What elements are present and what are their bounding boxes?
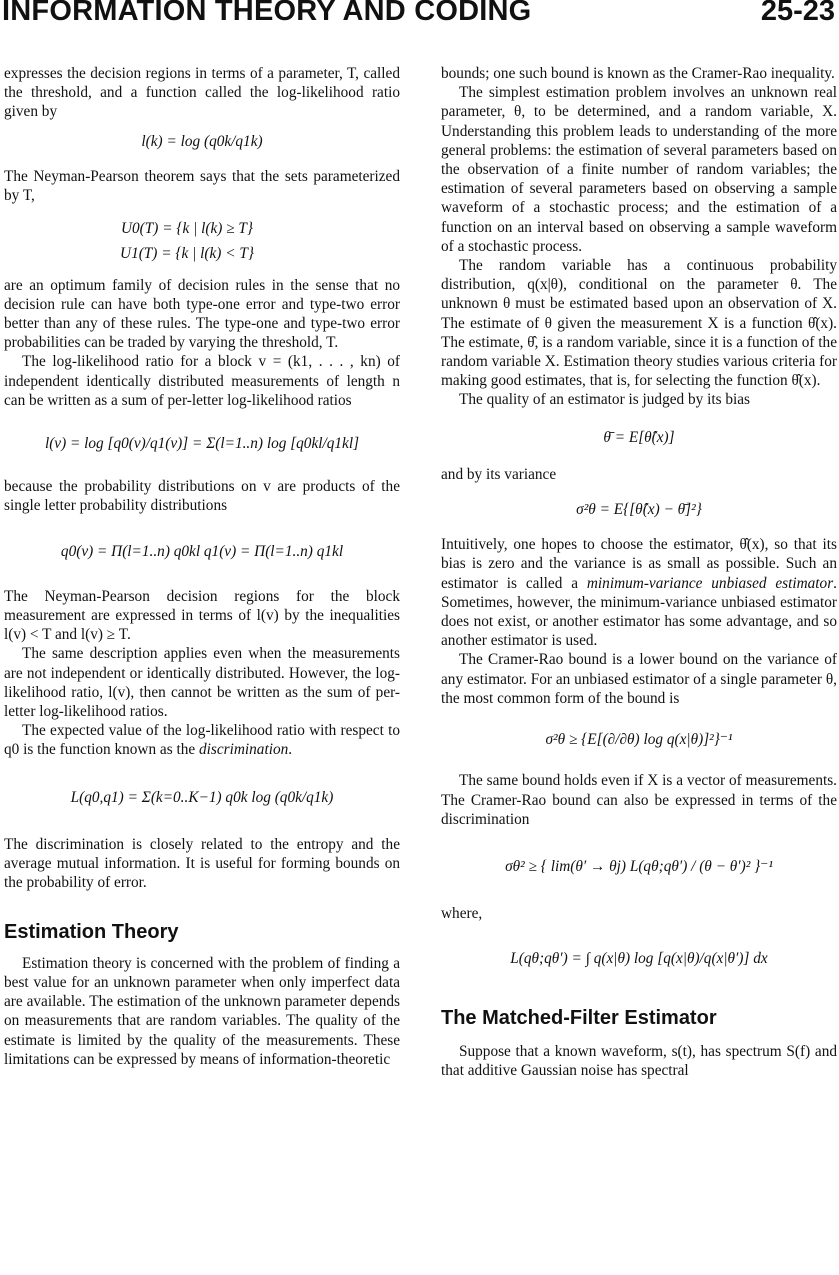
- equation-cramer-rao-discrimination: σθ² ≥ { lim(θ′ → θj) L(qθ;qθ′) / (θ − θ′)² }⁻¹: [505, 857, 773, 875]
- right-column: [441, 64, 837, 1080]
- paragraph: Suppose that a known waveform, s(t), has spectrum S(f) and that additive Gaussian noise has spectral: [441, 1042, 837, 1079]
- paragraph: and by its variance: [441, 465, 557, 483]
- paragraph: The log-likelihood ratio for a block v = (k1, . . . , kn) of independent identically distributed measurements of length n can be written as a sum of per-letter log-likelihood ratios: [4, 353, 400, 409]
- equation-discrimination-integral: L(qθ;qθ′) = ∫ q(x|θ) log [q(x|θ)/q(x|θ′)] dx: [510, 950, 768, 968]
- equation-block-log-likelihood: l(v) = log [q0(v)/q1(v)] = Σ(l=1..n) log [q0kl/q1kl]: [44, 435, 360, 453]
- minimum-variance-term: minimum-variance unbiased estimator: [586, 574, 834, 592]
- paragraph: The discrimination is closely related to the entropy and the average mutual information. It is useful for forming bounds on the probability of error.: [4, 835, 400, 892]
- paragraph: The Neyman-Pearson theorem says that the sets parameterized by T,: [4, 167, 400, 205]
- paragraph: Intuitively, one hopes to choose the estimator, θ̂(x), so that its bias is zero and the variance is as small as possible. Such an estimator is called a minimum-variance unbiased estimator. Sometimes, however, the minimum-variance unbiased estimator does not exist, or another estimator has some advantage, and so another estimator is used.: [441, 536, 837, 650]
- equation-discrimination: L(q0,q1) = Σ(k=0..K−1) q0k log (q0k/q1k): [70, 788, 334, 806]
- paragraph: The expected value of the log-likelihood ratio with respect to q0 is the function known as the discrimination.: [4, 722, 400, 759]
- paragraph: The random variable has a continuous probability distribution, q(x|θ), conditional on the parameter θ. The unknown θ must be estimated based upon an observation of X. The estimate of θ given the measurement X is a function θ̂(x). The estimate, θ̂, is a random variable, since it is a function of the random variable X. Estimation theory studies various criteria for making good estimates, that is, for selecting the function θ̂(x).: [441, 257, 837, 390]
- paragraph: are an optimum family of decision rules in the sense that no decision rule can have both type-one error and type-two error better than any of these rules. The type-one and type-two error probabilities can be traded by varying the threshold, T.: [4, 276, 400, 352]
- paragraph: expresses the decision regions in terms of a parameter, T, called the threshold, and a function called the log-likelihood ratio given by: [4, 65, 400, 121]
- paragraph: The quality of an estimator is judged by its bias: [459, 391, 751, 409]
- equation-cramer-rao: σ²θ ≥ {E[(∂/∂θ) log q(x|θ)]²}⁻¹: [545, 731, 733, 749]
- equation-region-u0: U0(T) = {k | l(k) ≥ T}: [120, 220, 254, 238]
- equation-product-distributions: q0(v) = Π(l=1..n) q0kl q1(v) = Π(l=1..n) q1kl: [60, 542, 344, 560]
- paragraph: The Cramer-Rao bound is a lower bound on the variance of any estimator. For an unbiased estimator of a single parameter θ, the most common form of the bound is: [441, 651, 837, 707]
- equation-log-likelihood: l(k) = log (q0k/q1k): [141, 132, 263, 150]
- left-column: [4, 64, 400, 1069]
- page-number: 25-23: [760, 0, 835, 27]
- paragraph: The Neyman-Pearson decision regions for the block measurement are expressed in terms of l(v) by the inequalities l(v) < T and l(v) ≥ T.: [4, 587, 400, 644]
- paragraph: The simplest estimation problem involves an unknown real parameter, θ, to be determined, and a random variable, X. Understanding this problem leads to understanding of the more general problems: the estimation of several parameters based on the observation of a finite number of random variables; the estimation of several parameters based on observing a sample waveform of a stochastic process; and the estimation of a function on an interval based on observing a sample waveform of a stochastic process.: [441, 84, 837, 255]
- equation-region-u1: U1(T) = {k | l(k) < T}: [120, 245, 254, 263]
- section-heading-matched-filter: The Matched-Filter Estimator: [441, 1006, 717, 1029]
- paragraph: Estimation theory is concerned with the problem of finding a best value for an unknown parameter when only imperfect data are available. The estimation of the unknown parameter depends on measurements that are random variables. The quality of the estimate is limited by the quality of the measurements. These limitations can be expressed by means of information-theoretic: [4, 954, 400, 1068]
- equation-variance: σ²θ = E{[θ̂(x) − θ̄]²}: [576, 501, 702, 519]
- equation-bias: θ̄ = E[θ̂(x)]: [603, 428, 675, 446]
- paragraph: where,: [441, 905, 483, 923]
- paragraph: The same description applies even when the measurements are not independent or identically distributed. However, the log-likelihood ratio, l(v), then cannot be written as the sum of per-letter log-likelihood ratios.: [4, 645, 400, 721]
- running-header-title: INFORMATION THEORY AND CODING: [2, 0, 532, 27]
- paragraph: The same bound holds even if X is a vector of measurements. The Cramer-Rao bound can also be expressed in terms of the discrimination: [441, 772, 837, 828]
- section-heading-estimation-theory: Estimation Theory: [4, 920, 179, 943]
- paragraph: because the probability distributions on v are products of the single letter probability distributions: [4, 478, 400, 515]
- paragraph: bounds; one such bound is known as the Cramer-Rao inequality.: [441, 65, 835, 82]
- discrimination-term: discrimination: [199, 741, 289, 759]
